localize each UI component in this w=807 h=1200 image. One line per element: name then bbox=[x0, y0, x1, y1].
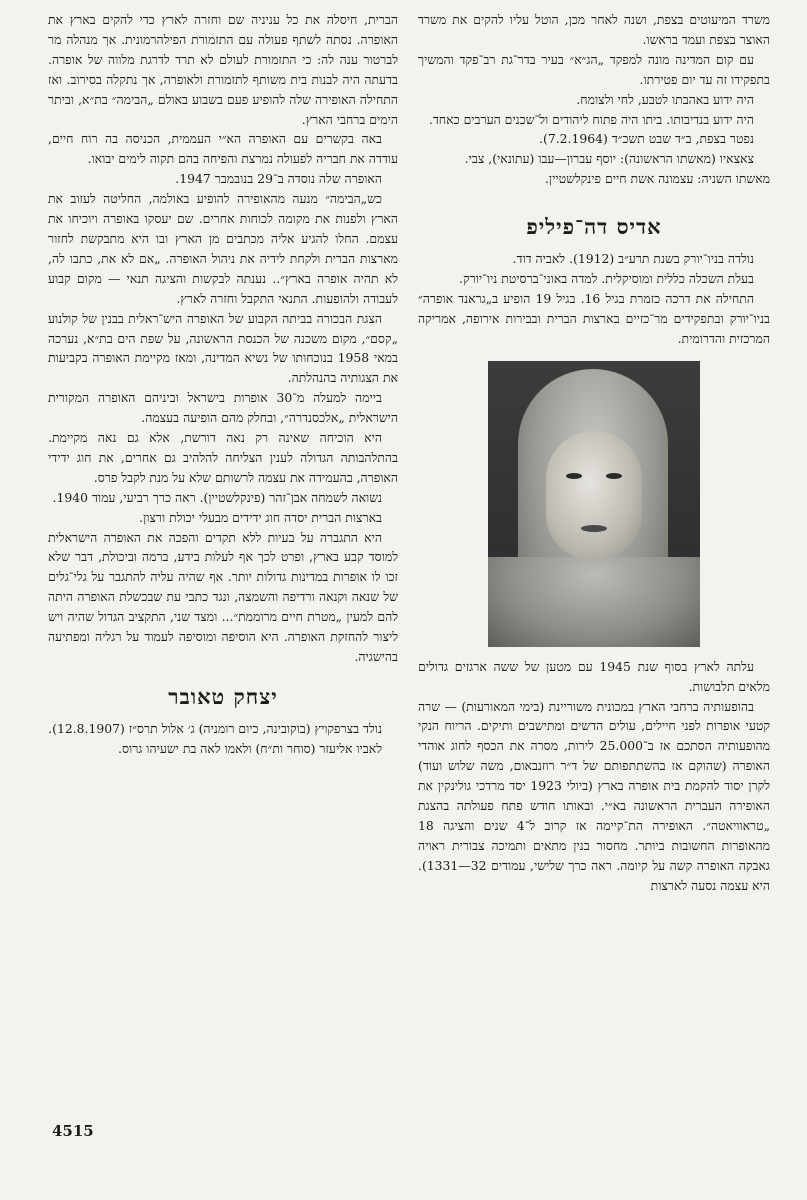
body-paragraph: היא התגברה על בעיות ללא תקדים והפכה את האופרה הישראלית למוסד קבע בארץ, ופרט לכך אף לעלות בידע, ברמה וביכולת, דבר שלא זכו לו אופרות במדינות גדולות יותר. אף שהיה עליה להתגבר על גלי־גלים של שנאה וקנאה ורדיפה והשמצה, ונגד כתבי עת שבכשלת האופרה היתה להם למעין „מטרת חיים מרוממת״... ומצד שני, התקציב הגדול שהיה ויש ליצור להחזקת האופרה. היא הוסיפה ומוסיפה לעמוד על רגליה ומפתיעה בהישגיה. bbox=[48, 529, 398, 664]
intro-paragraph: היה ידוע באהבתו לטבע, לחי ולצומח. bbox=[576, 91, 754, 107]
body-paragraph: כש„הבימה״ מנעה מהאופירה להופיע באולמה, החליטה לעזוב את הארץ ולפנות את מקומה לכוחות אחרים. שם יעסקו באופרה ויוכיחו את עצמם. החלו להגיע אליה מכתבים מן הארץ ובו היא מתבקשת לחזור מארצות הברית ולקחת לידיה את ניהול האופרה. „אם לא את, כתבו לה, לא תהיה אופרה בארץ״.. נענתה לבקשות והציגה תנאי — מקום קבוע לעבודה ולהופעות. התנאי התקבל וחזרה לארץ. bbox=[48, 191, 398, 306]
page-number: 4515 bbox=[52, 1122, 94, 1140]
intro-paragraph: היה ידוע בנדיבותו. ביתו היה פתוח ליהודים ול־שכנים הערבים כאחד. bbox=[428, 111, 754, 127]
photo-eye-shape bbox=[606, 473, 622, 479]
entry-heading: יצחק טאובר bbox=[168, 683, 278, 709]
bio-paragraph: נולד בצרפקויץ (בוקובינה, כיום רומניה) ג׳ אלול תרס״ז (12.8.1907). bbox=[48, 720, 382, 736]
second-wife: מאשתו השניה: עצמונה אשת חיים פינקלשטיין. bbox=[544, 171, 770, 187]
body-paragraph: באה בקשרים עם האופרה הא״י העממית, הכניסה בה רוח חיים, עודדה את חבריה לפעולה נמרצת והפיחה בהם תקוה לימים יבואו. bbox=[48, 131, 398, 167]
bio-paragraph: נולדה בניו־יורק בשנת תרע״ב (1912). לאביה דוד. bbox=[512, 251, 754, 267]
body-paragraph: בארצות הברית יסדה חוג ידידים מבעלי יכולת ורצון. bbox=[139, 509, 382, 525]
portrait-photo bbox=[488, 361, 700, 647]
entry-heading: אדיס דה־פיליפ bbox=[526, 214, 662, 240]
photo-mouth-shape bbox=[581, 525, 607, 532]
bio-paragraph: התחילה את דרכה כזמרת בגיל 16. בגיל 19 הופיע ב„גראנד אופרה״ בניו־יורק ובתפקידים מר־כזיים בארצות הברית ובבירות אירופה, אמריקה המרכזית והדרומית. bbox=[418, 290, 770, 346]
body-paragraph: ביימה למעלה מ־30 אופרות בישראל וביניהם האופרה המקורית הישראלית „אלכסנדרה״, ובחלק מהם הופיעה בעצמה. bbox=[48, 390, 398, 426]
body-paragraph: האופרה שלה נוסדה ב־29 בנובמבר 1947. bbox=[175, 171, 382, 187]
intro-paragraph: עם קום המדינה מונה למפקד „הג״א״ בעיר בדר־גת רב־פקד והמשיך בתפקידו זה עד יום פטירתו. bbox=[418, 51, 770, 87]
body-paragraph: היא הוכיחה שאינה רק נאה דורשת, אלא גם נאה מקיימת. בהתלהבותה הגדולה לענין הצליחה להלהיב גם אחרים, את חוג ידידי האופרה, בהעמידה את עצמה לרשותם שלא על מנת לקבל פרס. bbox=[48, 430, 398, 485]
body-paragraph: הברית, חיסלה את כל עניניה שם וחזרה לארץ כדי להקים בארץ את האופרה. נסתה לשתף פעולה עם התזמורת הפילהרמונית. אך מנהלה מר לברטור ענה לה: כי התזמורת לעולם לא תרד לדרגת מלווה של אופרה. בדעתה היה לבנות בית משותף לתזמורת ולאופרה, אך נתקלה בסירוב. ואז התחילה האופירה שלה להופיע פעם בשבוע באולם „הבימה״ בת״א, וביתר הימים ברחבי הארץ. bbox=[48, 12, 398, 127]
right-column bbox=[418, 10, 770, 896]
intro-paragraph: משרד המיעוטים בצפת, ושנה לאחר מכן, הוטל עליו להקים את משרד האוצר בצפת ועמד בראשו. bbox=[418, 12, 770, 47]
body-paragraph: נשואה לשמחה אבן־זהר (פינקלשטיין). ראה כרך רביעי, עמוד 1940. bbox=[52, 489, 382, 505]
death-date: נפטר בצפת, ב״ד שבט תשכ״ד (7.2.1964). bbox=[539, 131, 754, 147]
descendants: צאצאיו (מאשתו הראשונה): יוסף עברון—עבו (עתונאי), צבי. bbox=[464, 151, 754, 167]
body-paragraph: עלתה לארץ בסוף שנת 1945 עם מטען של ששה ארגזים גדולים מלאים תלבושות. bbox=[418, 658, 770, 694]
photo-eye-shape bbox=[566, 473, 582, 479]
body-paragraph: הצגת הבכורה בביתה הקבוע של האופרה היש־ראלית בבנין של קולנוע „קסם״, מקום משכנה של הכנסת הראשונה, על שפת הים בת״א, נערכה במאי 1958 בנוכחותו של נשיא המדינה, ומאז מקיימת האופרה בקביעות את הצגותיה בהנהלתה. bbox=[48, 310, 398, 386]
photo-shawl-shape bbox=[488, 557, 700, 647]
bio-paragraph: בעלת השכלה כללית ומוסיקלית. למדה באוני־ברסיטת ניו־יורק. bbox=[459, 271, 754, 287]
bio-paragraph: לאביו אליעזר (סוחר ות״ח) ולאמו לאה בת ישעיהו גרוס. bbox=[118, 740, 382, 756]
body-paragraph: בהופעותיה ברחבי הארץ במכונית משוריינת (בימי המאורעות) — שרה קטעי אופרות לפני חיילים, עולים הדשים ומתישבים ותיקים. הריוח הנקי מהופעותיה הסתכם אז ב־25.000 לירות, מסרה את הכסף לחוג אוהדי האופרה (שהוקם אז בהשתתפותם של ד״ר רוזנבאום, משה שלוש ועוד) לקרן יסוד להקמת בית אופרה בארץ (ביולי 1923 יסד מרדכי גולינקין את האופירה העברית הראשונה בא״י. ובאותו חודש פתח פעולתה בהצגת „טראוויאטה״. האופירה הת־קיימה אז קרוב ל־4 שנים והציגה 18 מהאופרות החשובות ביותר. מחסור בנין מתאים ותמיכה צבורית ראויה גאבקה האופרה קשה על קיומה. ראה כרך שלישי, עמודים 32—1331). היא עצמה נסעה לארצות bbox=[418, 698, 771, 893]
left-column bbox=[48, 10, 398, 759]
photo-face-shape bbox=[546, 431, 642, 559]
